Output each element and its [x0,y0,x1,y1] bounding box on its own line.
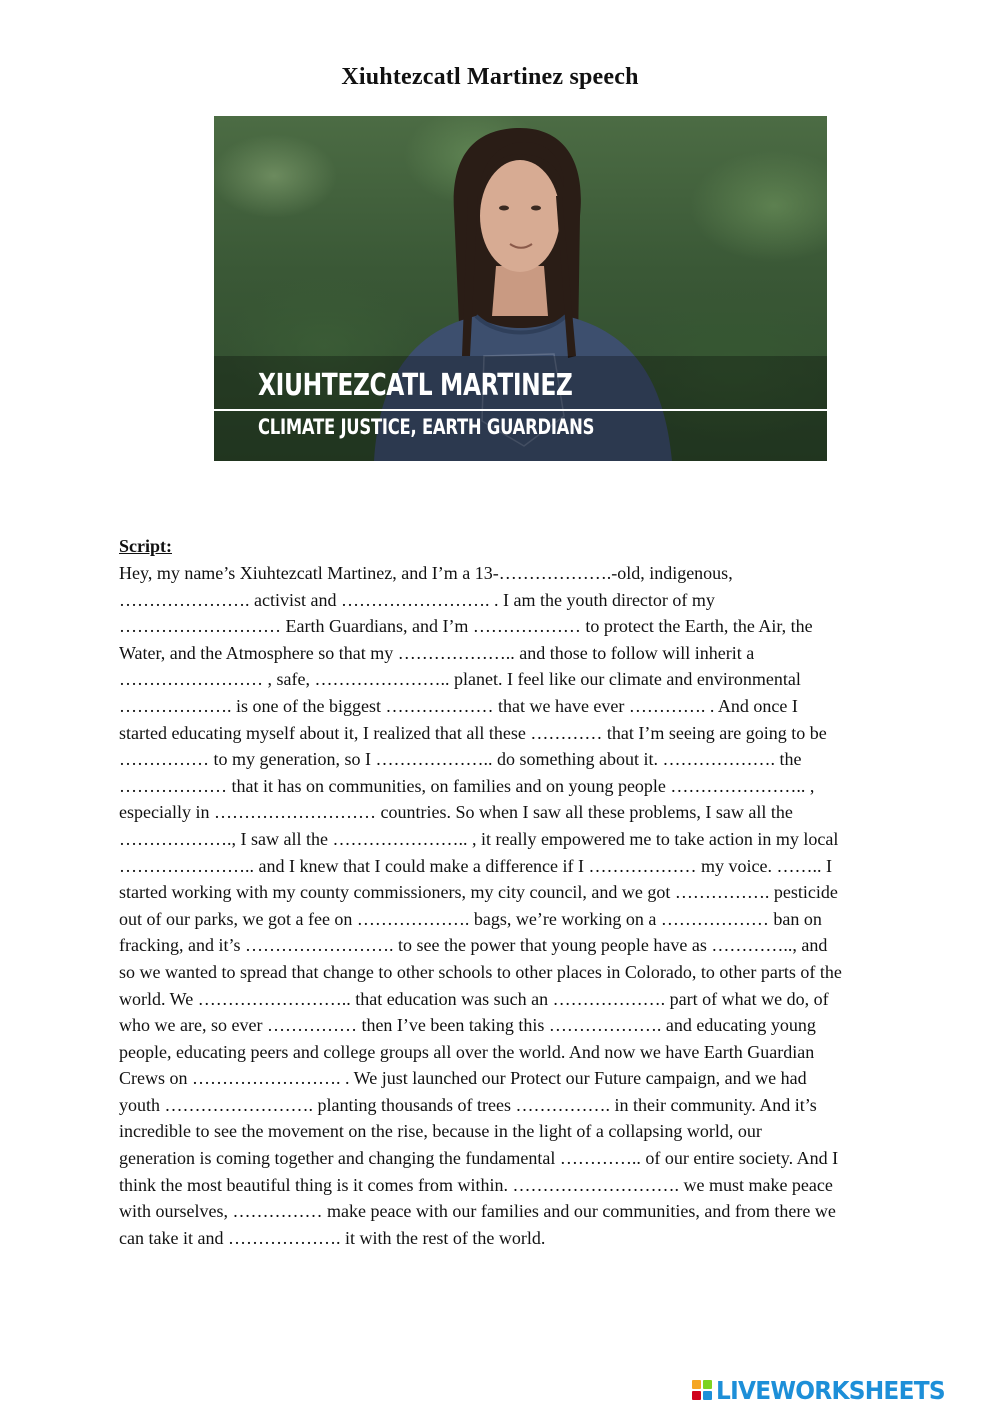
script-line: out of our parks, we got a fee on ………………. bags, we’re working on a ……………… ban on [119,908,822,929]
script-body [119,560,931,1251]
page-title: Xiuhtezcatl Martinez speech [341,64,639,90]
script-line: ………………….. and I knew that I could make a difference if I ……………… my voice. …….. I [119,855,832,876]
photo-caption-subtitle: CLIMATE JUSTICE, EARTH GUARDIANS [258,415,595,439]
script-line: Water, and the Atmosphere so that my ……………….. and those to follow will inherit a [119,642,755,663]
script-line: ………………., I saw all the ………………….. , it really empowered me to take action in my local [119,828,839,849]
script-line: started educating myself about it, I realized that all these ………… that I’m seeing are going to be [119,722,827,743]
script-line: can take it and ………………. it with the rest of the world. [119,1227,546,1248]
script-heading: Script: [119,536,172,556]
speaker-photo [214,116,827,461]
logo-square [703,1380,712,1389]
script-line: who we are, so ever …………… then I’ve been taking this ………………. and educating young [119,1015,816,1036]
script-line: generation is coming together and changing the fundamental ………….. of our entire society. And I [119,1148,839,1169]
logo-square [692,1380,701,1389]
script-line: …………………… , safe, ………………….. planet. I feel like our climate and environmental [119,669,801,690]
script-line: …………… to my generation, so I ……………….. do something about it. ………………. the [119,749,802,770]
script-line: Crews on ……………………. . We just launched our Protect our Future campaign, and we had [119,1068,807,1089]
logo-icon [692,1380,712,1400]
script-line: so we wanted to spread that change to other schools to other places in Colorado, to other parts of the [119,961,842,982]
script-line: ………………. is one of the biggest ……………… that we have ever …………. . And once I [119,695,798,716]
logo-square [703,1391,712,1400]
photo-caption-name: XIUHTEZCATL MARTINEZ [258,368,573,403]
script-line: think the most beautiful thing is it comes from within. ………………………. we must make peace [119,1174,833,1195]
script-line: Hey, my name’s Xiuhtezcatl Martinez, and I’m a 13-……………….-old, indigenous, [119,563,733,583]
script-line: …………………. activist and ……………………. . I am the youth director of my [119,589,715,610]
script-line: people, educating peers and college groups all over the world. And now we have Earth Guardian [119,1041,815,1062]
script-line: ……………… that it has on communities, on families and on young people ………………….. , [119,775,815,796]
script-line: started working with my county commissioners, my city council, and we got ……………. pesticide [119,882,838,903]
script-line: fracking, and it’s ……………………. to see the power that young people have as ………….., and [119,935,828,956]
script-line: ……………………… Earth Guardians, and I’m ……………… to protect the Earth, the Air, the [119,616,813,637]
logo-square [692,1391,701,1400]
logo-text: LIVEWORKSHEETS [716,1375,945,1405]
photo-caption-divider [214,409,827,411]
script-line: with ourselves, …………… make peace with our families and our communities, and from there we [119,1201,836,1222]
liveworksheets-logo[interactable] [692,1374,962,1406]
script-line: incredible to see the movement on the rise, because in the light of a collapsing world, our [119,1121,762,1142]
script-line: world. We …………………….. that education was such an ………………. part of what we do, of [119,988,829,1009]
script-line: especially in ……………………… countries. So when I saw all these problems, I saw all the [119,802,793,823]
script-line: youth ……………………. planting thousands of trees ……………. in their community. And it’s [119,1094,817,1115]
